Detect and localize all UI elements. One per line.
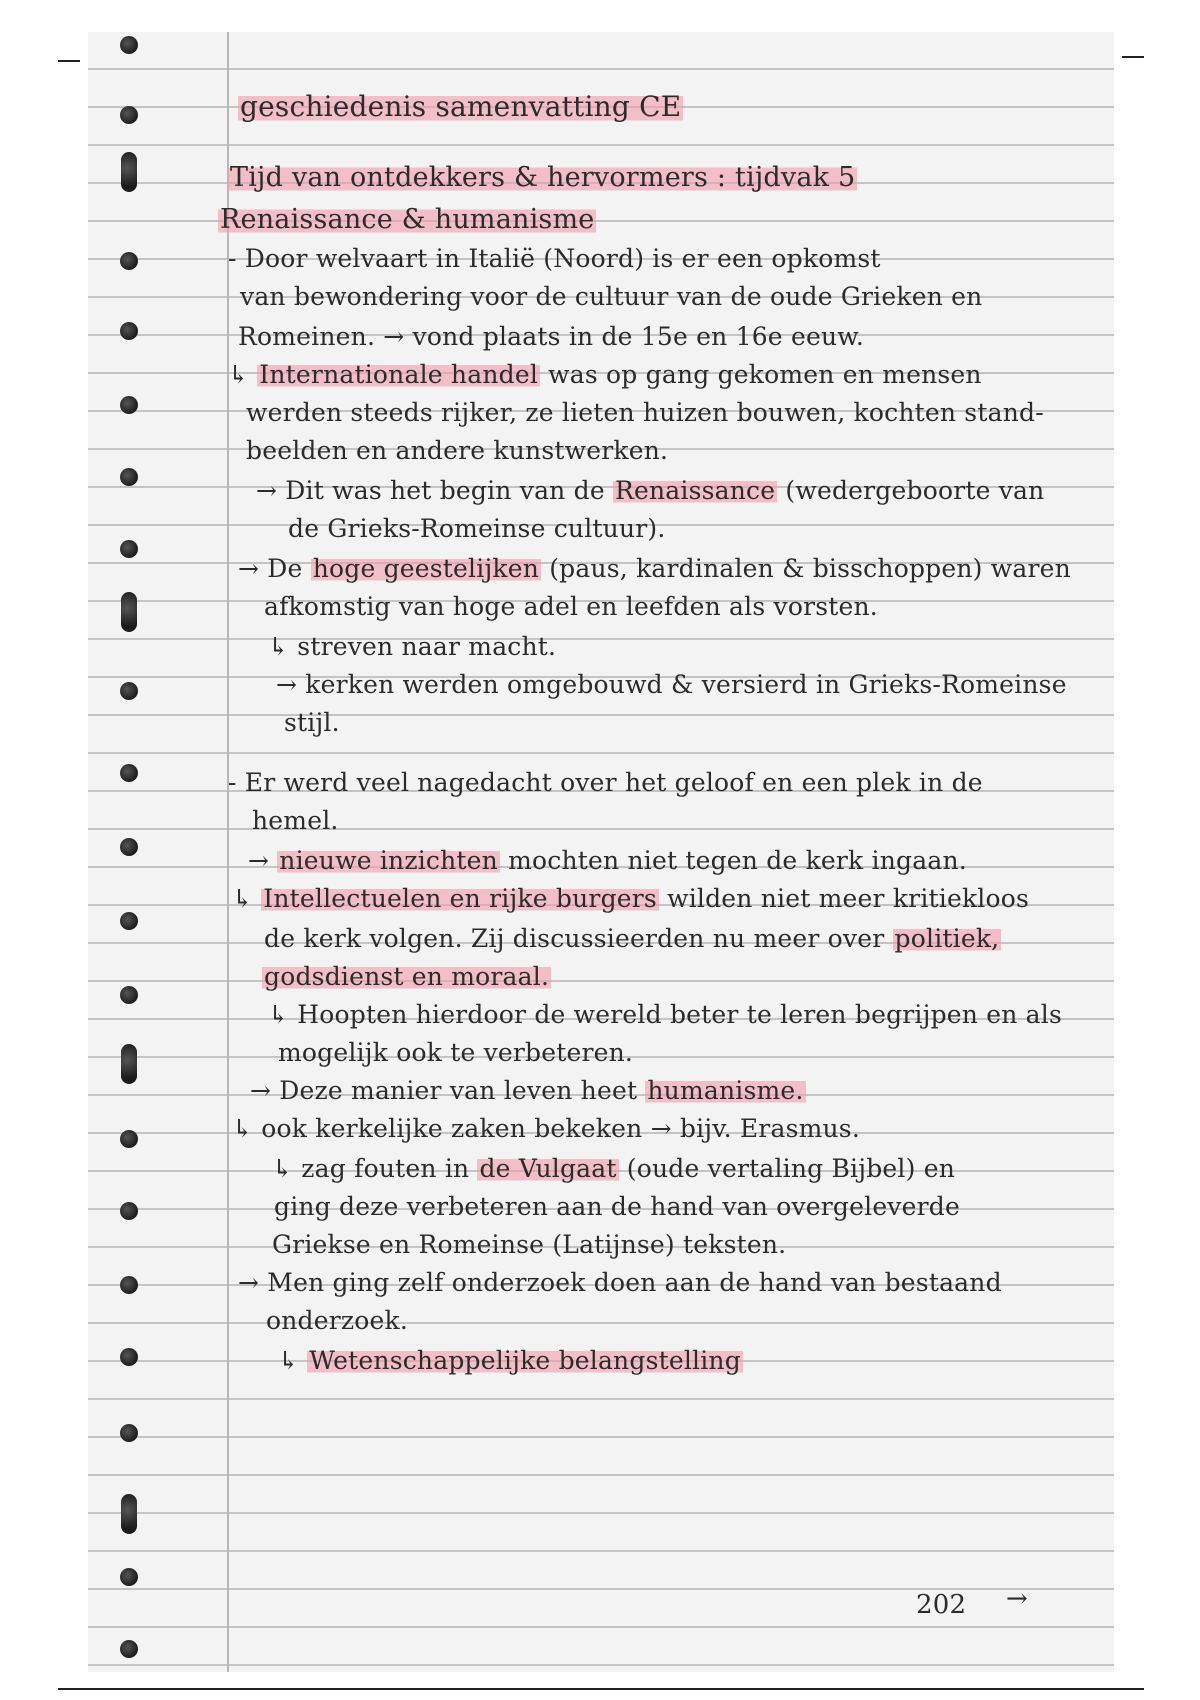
note-line: ging deze verbeteren aan de hand van overgeleverde <box>274 1192 960 1221</box>
binder-hole <box>120 540 138 558</box>
note-line: mogelijk ook te verbeteren. <box>278 1038 634 1067</box>
binder-hole <box>120 1276 138 1294</box>
note-line: → Dit was het begin van de Renaissance (wedergeboorte van <box>256 476 1045 505</box>
note-line: ↳ zag fouten in de Vulgaat (oude vertaling Bijbel) en <box>272 1154 955 1183</box>
note-line: ↳ Wetenschappelijke belangstelling <box>278 1346 741 1375</box>
note-line: onderzoek. <box>266 1306 409 1335</box>
highlight: de Vulgaat <box>479 1154 617 1183</box>
binder-hole <box>121 1494 137 1534</box>
highlight: Intellectuelen en rijke burgers <box>263 884 657 913</box>
next-page-arrow-icon: → <box>1006 1584 1028 1614</box>
notebook-page <box>88 32 1114 1672</box>
binder-hole <box>120 252 138 270</box>
binder-hole <box>120 986 138 1004</box>
note-line: → Men ging zelf onderzoek doen aan de hand van bestaand <box>238 1268 1002 1297</box>
binder-hole <box>120 1424 138 1442</box>
binder-hole <box>121 152 137 192</box>
note-line: → kerken werden omgebouwd & versierd in Grieks-Romeinse <box>276 670 1067 699</box>
page-title <box>238 90 683 123</box>
note-line: van bewondering voor de cultuur van de oude Grieken en <box>240 282 983 311</box>
note-line: hemel. <box>252 806 339 835</box>
binder-hole <box>120 106 138 124</box>
binder-hole <box>120 1568 138 1586</box>
bottom-rule <box>58 1688 1144 1690</box>
note-line: - Door welvaart in Italië (Noord) is er een opkomst <box>228 244 881 273</box>
note-line: Griekse en Romeinse (Latijnse) teksten. <box>272 1230 787 1259</box>
highlight: Internationale handel <box>259 360 539 389</box>
note-line: - Er werd veel nagedacht over het geloof en een plek in de <box>228 768 983 797</box>
note-line: ↳ Intellectuelen en rijke burgers wilden niet meer kritiekloos <box>232 884 1030 913</box>
note-line: de Grieks-Romeinse cultuur). <box>288 514 666 543</box>
note-line: Romeinen. → vond plaats in de 15e en 16e eeuw. <box>238 322 865 351</box>
note-line: → nieuwe inzichten mochten niet tegen de kerk ingaan. <box>248 846 967 875</box>
subheading-highlight: Renaissance & humanisme <box>220 204 595 235</box>
binder-hole <box>120 468 138 486</box>
note-line: de kerk volgen. Zij discussieerden nu meer over politiek, <box>264 924 1000 953</box>
subheading <box>218 204 596 235</box>
section-heading <box>228 162 857 193</box>
binder-hole <box>120 1130 138 1148</box>
binder-hole <box>120 396 138 414</box>
note-line: stijl. <box>284 708 340 737</box>
note-line: beelden en andere kunstwerken. <box>246 436 669 465</box>
binder-hole <box>120 322 138 340</box>
note-line: ↳ streven naar macht. <box>268 632 557 661</box>
highlight: hoge geestelijken <box>312 554 540 583</box>
binder-hole <box>120 1348 138 1366</box>
binder-hole <box>120 764 138 782</box>
margin-line <box>227 32 229 1672</box>
binder-hole <box>120 1202 138 1220</box>
top-rule-left <box>58 60 80 62</box>
binder-hole <box>120 838 138 856</box>
highlight: godsdienst en moraal. <box>264 962 550 991</box>
note-line: ↳ Internationale handel was op gang gekomen en mensen <box>228 360 982 389</box>
note-line: → De hoge geestelijken (paus, kardinalen & bisschoppen) waren <box>238 554 1071 583</box>
note-line: ↳ ook kerkelijke zaken bekeken → bijv. Erasmus. <box>232 1114 860 1143</box>
highlight: nieuwe inzichten <box>279 846 498 875</box>
binder-hole <box>121 592 137 632</box>
highlight: humanisme. <box>647 1076 804 1105</box>
highlight: Wetenschappelijke belangstelling <box>309 1346 741 1375</box>
top-rule-right <box>1122 56 1144 58</box>
binder-hole <box>121 1044 137 1084</box>
page-number: 202 <box>916 1590 967 1620</box>
highlight: politiek, <box>894 924 1000 953</box>
binder-hole <box>120 912 138 930</box>
title-highlight: geschiedenis samenvatting CE <box>240 90 682 123</box>
note-line <box>262 962 551 991</box>
note-line: ↳ Hoopten hierdoor de wereld beter te leren begrijpen en als <box>268 1000 1062 1029</box>
note-line: → Deze manier van leven heet humanisme. <box>250 1076 804 1105</box>
binder-hole <box>120 682 138 700</box>
heading-highlight: Tijd van ontdekkers & hervormers : tijdvak 5 <box>230 162 856 193</box>
binder-hole <box>120 36 138 54</box>
note-line: afkomstig van hoge adel en leefden als vorsten. <box>264 592 878 621</box>
note-line: werden steeds rijker, ze lieten huizen bouwen, kochten stand- <box>246 398 1044 427</box>
binder-hole <box>120 1640 138 1658</box>
highlight: Renaissance <box>614 476 776 505</box>
